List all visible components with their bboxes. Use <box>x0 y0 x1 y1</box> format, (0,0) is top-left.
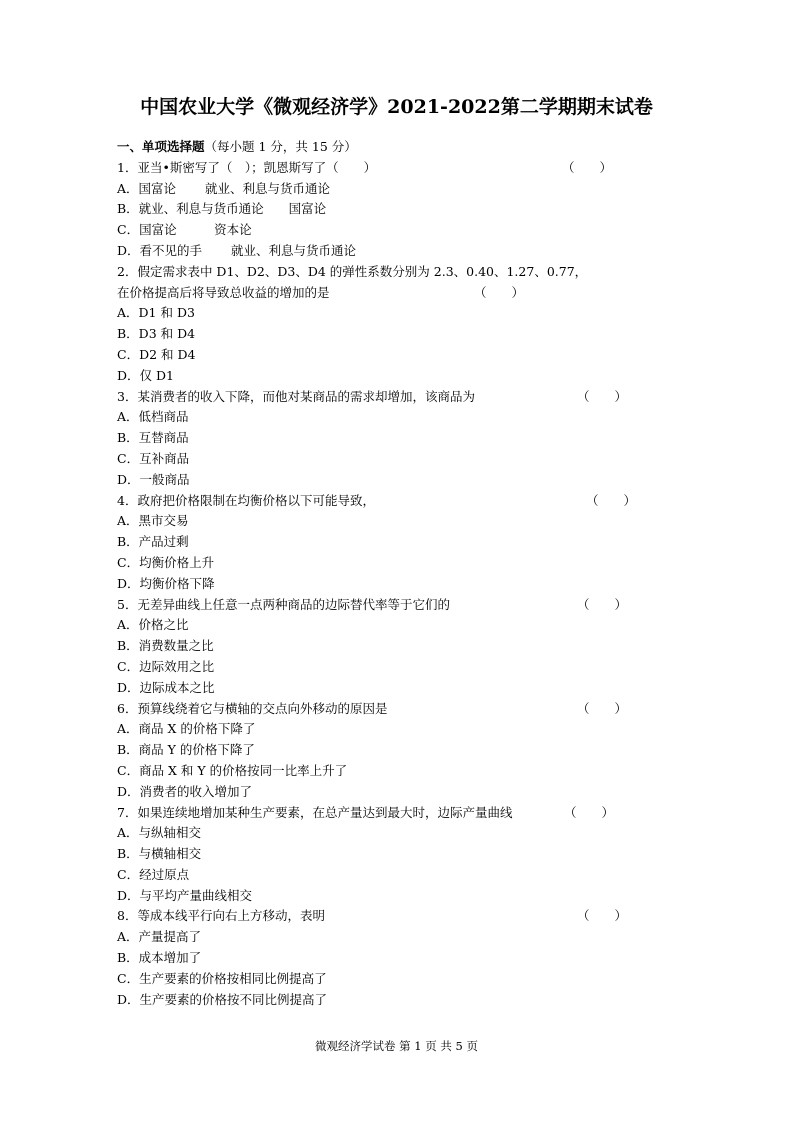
section-heading-label: 一、单项选择题 <box>117 139 205 154</box>
section-heading <box>117 137 677 158</box>
option-d: D．仅 D1 <box>117 367 174 383</box>
option-c: C．边际效用之比 <box>117 658 215 674</box>
option-c: C．生产要素的价格按相同比例提高了 <box>117 970 327 986</box>
answer-paren: （ ） <box>577 388 628 404</box>
question-1 <box>117 158 677 179</box>
question-stem: 3．某消费者的收入下降，而他对某商品的需求却增加，该商品为 <box>117 388 475 404</box>
option-c: C．国富论 资本论 <box>117 222 252 238</box>
option-b: B．就业、利息与货币通论 国富论 <box>117 201 327 217</box>
option-a: A．D1 和 D3 <box>117 305 195 321</box>
option-b: B．产品过剩 <box>117 534 189 550</box>
exam-content <box>117 137 677 1010</box>
question-5 <box>117 595 677 616</box>
option-a: A．国富论 就业、利息与货币通论 <box>117 180 331 196</box>
option-d: D．生产要素的价格按不同比例提高了 <box>117 991 328 1007</box>
answer-paren: （ ） <box>564 804 615 820</box>
question-stem: 6．预算线绕着它与横轴的交点向外移动的原因是 <box>117 700 388 716</box>
option-d: D．消费者的收入增加了 <box>117 783 253 799</box>
question-stem: 4．政府把价格限制在均衡价格以下可能导致， <box>117 492 375 508</box>
question-stem: 7．如果连续地增加某种生产要素，在总产量达到最大时，边际产量曲线 <box>117 804 513 820</box>
option-d: D．一般商品 <box>117 471 190 487</box>
answer-paren: （ ） <box>562 159 613 175</box>
option-b: B．成本增加了 <box>117 950 202 966</box>
answer-paren: （ ） <box>577 596 628 612</box>
option-b: B．互替商品 <box>117 430 189 446</box>
answer-paren: （ ） <box>474 284 525 300</box>
option-b: B．D3 和 D4 <box>117 326 196 342</box>
option-c: C．商品 X 和 Y 的价格按同一比率上升了 <box>117 762 348 778</box>
question-4 <box>117 491 677 512</box>
option-d: D．与平均产量曲线相交 <box>117 887 253 903</box>
option-c: C．互补商品 <box>117 450 190 466</box>
option-c: C．均衡价格上升 <box>117 554 215 570</box>
answer-paren: （ ） <box>577 908 628 924</box>
exam-title: 中国农业大学《微观经济学》2021-2022第二学期期末试卷 <box>140 96 653 118</box>
option-a: A．与纵轴相交 <box>117 825 202 841</box>
option-c: C．经过原点 <box>117 866 190 882</box>
answer-paren: （ ） <box>577 700 628 716</box>
question-stem: 1．亚当•斯密写了（ ）；凯恩斯写了（ ） <box>117 159 377 175</box>
option-a: A．商品 X 的价格下降了 <box>117 721 256 737</box>
option-b: B．商品 Y 的价格下降了 <box>117 742 255 758</box>
question-2 <box>117 262 677 283</box>
option-a: A．黑市交易 <box>117 513 189 529</box>
option-a: A．低档商品 <box>117 409 189 425</box>
question-stem: 5．无差异曲线上任意一点两种商品的边际替代率等于它们的 <box>117 596 450 612</box>
question-3 <box>117 387 677 408</box>
option-d: D．均衡价格下降 <box>117 575 215 591</box>
question-stem-continued: 在价格提高后将导致总收益的增加的是 <box>117 284 330 300</box>
option-a: A．价格之比 <box>117 617 189 633</box>
question-stem: 8．等成本线平行向右上方移动，表明 <box>117 908 325 924</box>
page-footer: 微观经济学试卷 第 1 页 共 5 页 <box>314 1039 479 1053</box>
option-c: C．D2 和 D4 <box>117 346 196 362</box>
question-6 <box>117 699 677 720</box>
option-d: D．边际成本之比 <box>117 679 215 695</box>
question-8 <box>117 906 677 927</box>
option-b: B．消费数量之比 <box>117 638 214 654</box>
section-heading-note: （每小题 1 分，共 15 分） <box>204 139 357 154</box>
option-a: A．产量提高了 <box>117 929 202 945</box>
question-2-continued <box>117 283 677 304</box>
option-b: B．与横轴相交 <box>117 846 202 862</box>
question-7 <box>117 803 677 824</box>
option-d: D．看不见的手 就业、利息与货币通论 <box>117 242 356 258</box>
question-stem: 2．假定需求表中 D1、D2、D3、D4 的弹性系数分别为 2.3、0.40、1.27、0.77， <box>117 263 588 279</box>
answer-paren: （ ） <box>586 492 637 508</box>
